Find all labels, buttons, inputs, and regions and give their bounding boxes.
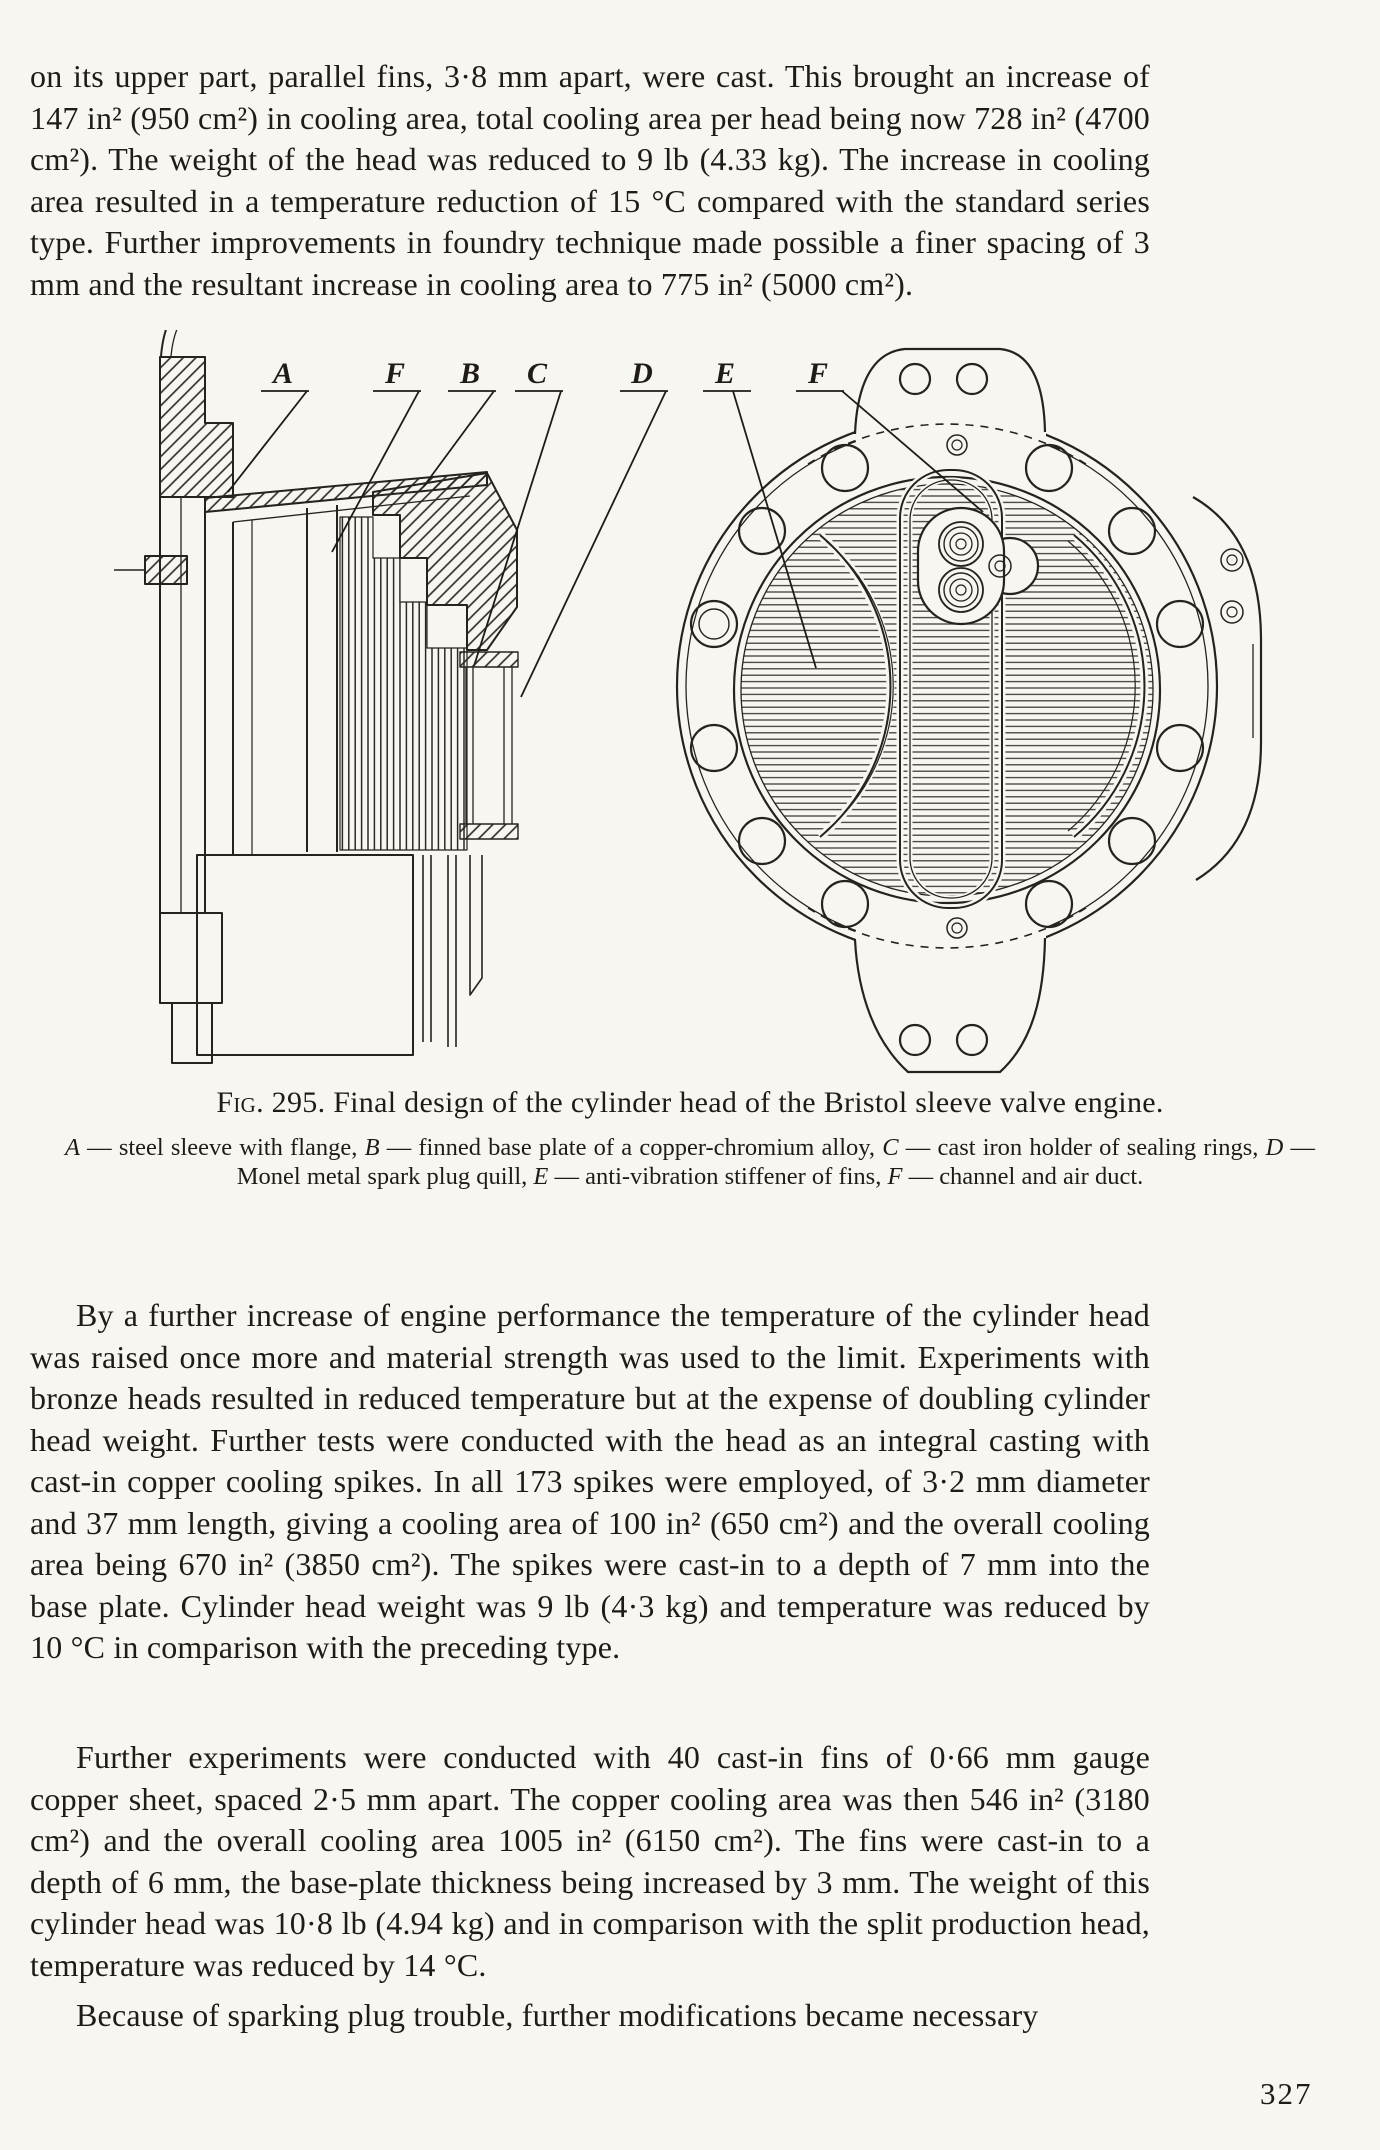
paragraph-3: Further experiments were conducted with 40 cast-in fins of 0·66 mm gauge copper sheet, spaced 2·5 mm apart. The copper cooling area was then 546 in² (3180 cm²) and the overall cooling area 1005 in² (6150 cm²). The fins were cast-in to a depth of 6 mm, the base-plate thickness being increased by 3 mm. The weight of this cylinder head was 10·8 lb (4.94 kg) and in comparison with the split production head, temperature was reduced by 14 °C. [30,1739,1150,1983]
figure-legend: A — steel sleeve with flange, B — finned base plate of a copper-chromium alloy, C — cast iron holder of sealing rings, D — Monel metal spark plug quill, E — anti-vibration stiffener of fins, F — channel and air duct. [65,1134,1315,1190]
label-f2: F [807,357,829,390]
label-d: D [631,357,653,390]
figure-caption-text: Final design of the cylinder head of the Bristol sleeve valve engine. [325,1086,1164,1119]
page-number: 327 [1260,2076,1313,2111]
paragraph-2: By a further increase of engine performance the temperature of the cylinder head was raised once more and material strength was used to the limit. Experiments with bronze heads resulted in reduced temperature but at the expense of doubling cylinder head weight. Further tests were conducted with the head as an integral casting with cast-in copper cooling spikes. In all 173 spikes were employed, of 3·2 mm diameter and 37 mm length, giving a cooling area of 100 in² (650 cm²) and the overall cooling area being 670 in² (3850 cm²). The spikes were cast-in to a depth of 7 mm into the base plate. Cylinder head weight was 9 lb (4·3 kg) and temperature was reduced by 10 °C in comparison with the preceding type. [30,1297,1150,1665]
figure-caption-number: Fig. 295. [216,1086,326,1119]
label-e: E [714,357,736,390]
label-a: A [272,357,294,390]
figure-295-drawing [0,330,1380,1090]
figure-caption [0,1086,1380,1120]
paragraph-4: Because of sparking plug trouble, further modifications became necessary [76,1997,1039,2033]
label-c: C [526,357,548,390]
label-b: B [459,357,481,390]
front-plan-view [677,349,1261,1072]
paragraph-1: on its upper part, parallel fins, 3·8 mm apart, were cast. This brought an increase of 147 in² (950 cm²) in cooling area, total cooling area per head being now 728 in² (4700 cm²). The weight of the head was reduced to 9 lb (4.33 kg). The increase in cooling area resulted in a temperature reduction of 15 °C compared with the standard series type. Further improvements in foundry technique made possible a finer spacing of 3 mm and the resultant increase in cooling area to 775 in² (5000 cm²). [30,58,1150,302]
label-f1: F [384,357,406,390]
